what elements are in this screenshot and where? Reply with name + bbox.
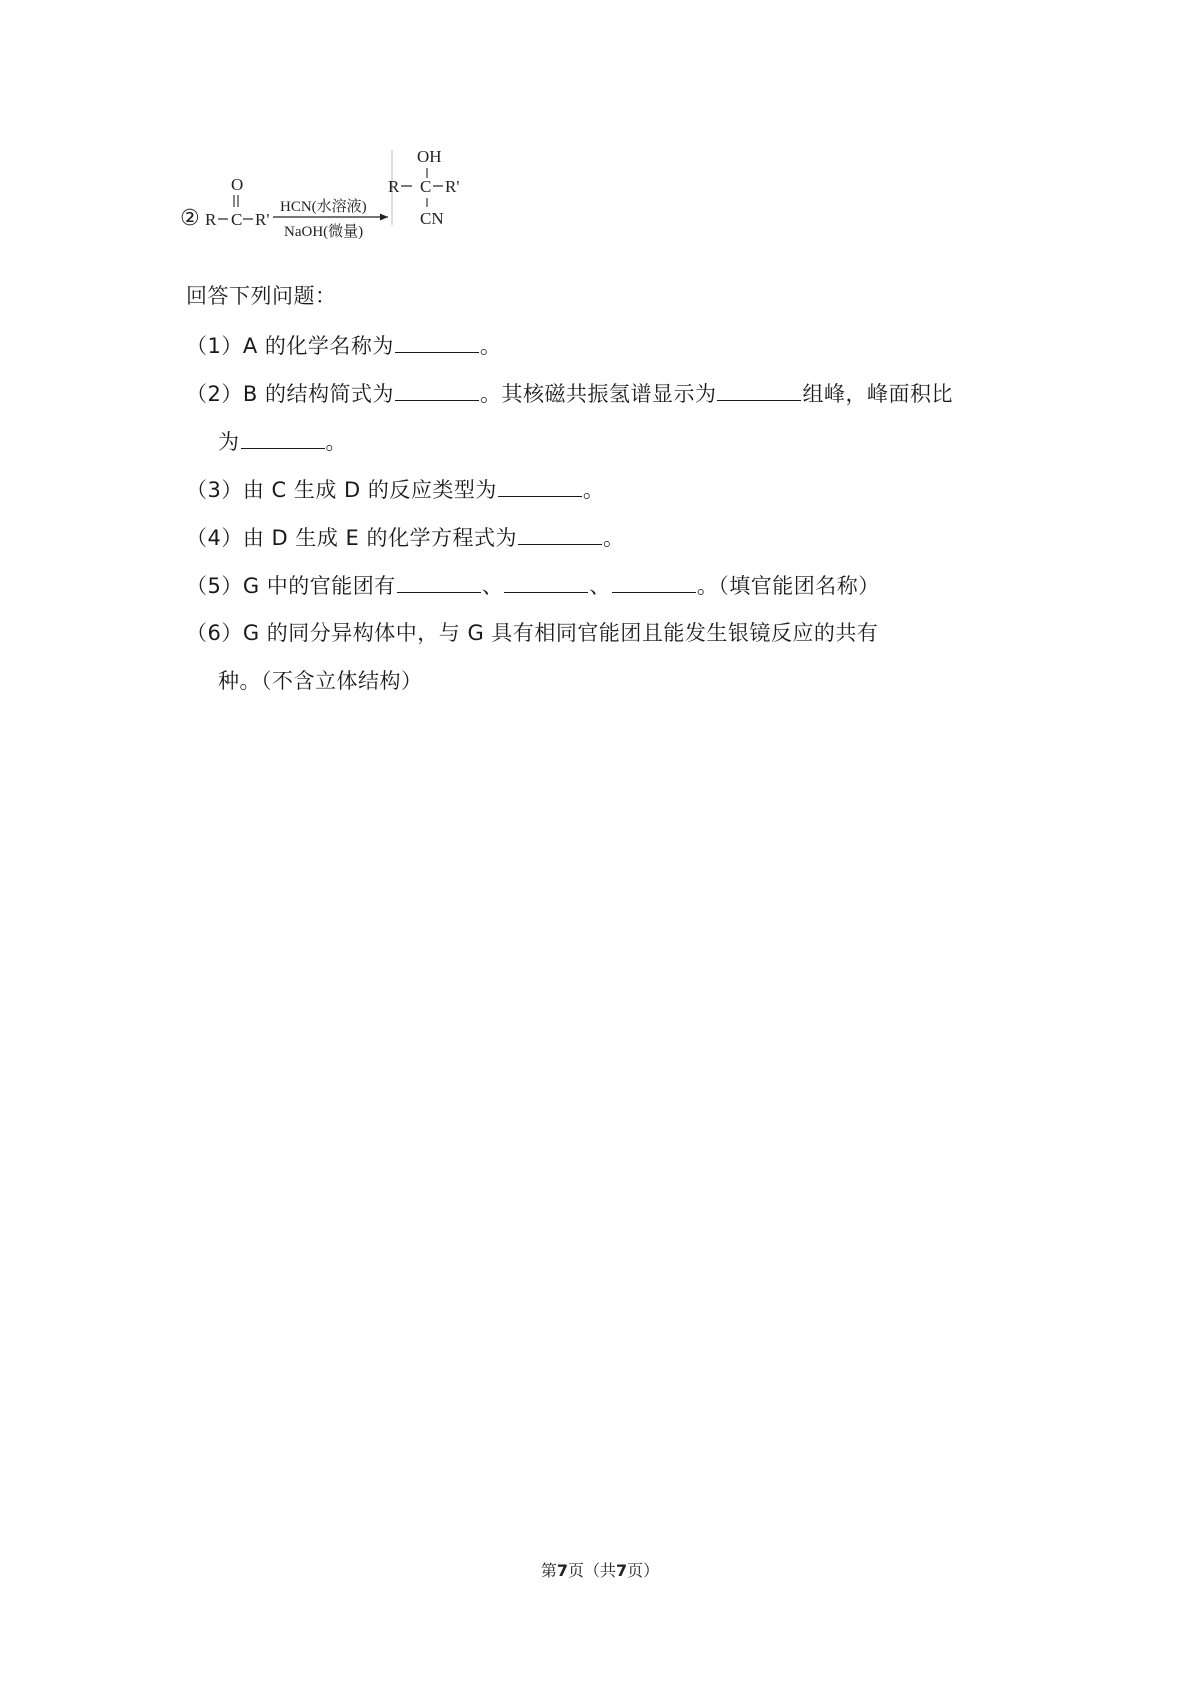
reactant-oxygen: O [231, 175, 244, 194]
q3-text: （3）由 C 生成 D 的反应类型为 [186, 478, 497, 502]
answer-blank[interactable] [612, 570, 696, 593]
answer-blank[interactable] [518, 522, 602, 545]
product-cn: CN [420, 209, 444, 228]
answer-blank[interactable] [241, 426, 325, 449]
q4-text: （4）由 D 生成 E 的化学方程式为 [186, 526, 517, 550]
q5-sep2: 、 [589, 574, 611, 598]
answer-blank[interactable] [504, 570, 588, 593]
answer-blank[interactable] [498, 474, 582, 497]
answer-blank[interactable] [395, 330, 479, 353]
reactant-r-right: R' [255, 210, 270, 229]
q3-end: 。 [582, 478, 605, 502]
q5-sep1: 、 [481, 574, 504, 598]
condition-naoh: NaOH(微量) [284, 224, 364, 240]
answer-blank[interactable] [395, 378, 479, 401]
question-2 [186, 378, 953, 409]
intro-text: 回答下列问题： [186, 284, 337, 308]
reactant-carbon: C [231, 210, 243, 229]
reaction-diagram [180, 147, 520, 260]
question-6-continued [218, 666, 423, 696]
product-r-left: R [388, 177, 400, 196]
q6-line1: （6）G 的同分异构体中，与 G 具有相同官能团且能发生银镜反应的共有 [186, 621, 879, 645]
footer-mid: 页（共 [567, 1561, 616, 1580]
question-3 [186, 474, 604, 505]
q2-mid2: 组峰，峰面积比 [802, 382, 953, 406]
question-6 [186, 618, 878, 648]
q1-text: （1）A 的化学名称为 [186, 334, 394, 358]
question-5 [186, 570, 880, 601]
reaction-number: ② [180, 206, 200, 231]
product-oh: OH [417, 147, 442, 166]
footer-total-pages: 7 [616, 1561, 628, 1580]
q5-text: （5）G 中的官能团有 [186, 574, 396, 598]
product-carbon: C [420, 177, 432, 196]
q1-end: 。 [479, 334, 502, 358]
product-r-right: R' [445, 177, 460, 196]
footer-suffix: 页） [627, 1561, 660, 1580]
q2-cont: 为 [218, 430, 240, 454]
footer-page-number: 7 [556, 1561, 568, 1580]
q4-end: 。 [603, 526, 625, 550]
answer-blank[interactable] [397, 570, 481, 593]
question-2-continued [218, 426, 347, 457]
question-4 [186, 522, 625, 553]
q2-mid1: 。其核磁共振氢谱显示为 [479, 382, 717, 406]
reactant-r-left: R [205, 210, 217, 229]
reaction-scheme [180, 147, 520, 260]
q2-text: （2）B 的结构简式为 [186, 382, 394, 406]
condition-hcn: HCN(水溶液) [280, 199, 367, 215]
q5-end: 。（填官能团名称） [696, 574, 880, 598]
q6-line2: 种。（不含立体结构） [218, 669, 423, 693]
page-footer [0, 1560, 1200, 1582]
footer-prefix: 第 [540, 1561, 557, 1580]
question-1 [186, 330, 501, 361]
answer-blank[interactable] [717, 378, 801, 401]
arrow-head [380, 214, 388, 221]
q2-end: 。 [325, 430, 347, 454]
